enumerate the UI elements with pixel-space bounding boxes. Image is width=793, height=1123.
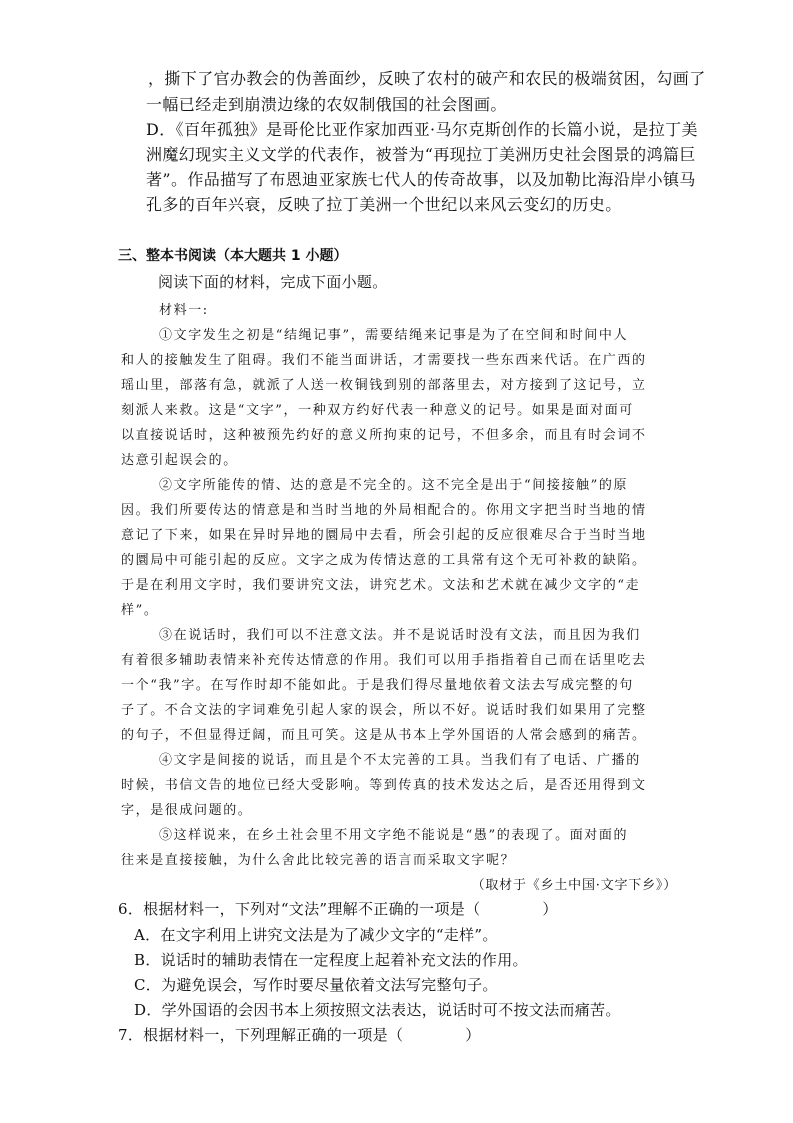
- passage-line: 和人的接触发生了阻碍。我们不能当面讲话，才需要找一些东西来代话。在广西的: [121, 353, 647, 368]
- passage-line: ③在说话时，我们可以不注意文法。并不是说话时没有文法，而且因为我们: [159, 628, 641, 643]
- section-instruction: 阅读下面的材料，完成下面小题。: [158, 273, 388, 291]
- passage-line: 字，是很成问题的。: [121, 803, 253, 818]
- question-7-text: 7．根据材料一，下列理解正确的一项是（: [118, 1026, 404, 1044]
- passage-line: ②文字所能传的情、达的意是不完全的。这不完全是出于“间接接触”的原: [159, 478, 629, 493]
- passage-line: 一个“我”字。在写作时却不能如此。于是我们得尽量地依着文法去写成完整的句: [121, 678, 634, 693]
- option-c-continuation-line-2: 一幅已经走到崩溃边缘的农奴制俄国的社会图画。: [146, 95, 507, 114]
- option-c-continuation-line-1: ，撕下了官办教会的伪善面纱，反映了农村的破产和农民的极端贫困，勾画了: [148, 69, 706, 88]
- passage-line: 有着很多辅助表情来补充传达情意的作用。我们可以用手指指着自己而在话里吃去: [121, 653, 647, 668]
- passage-line: ④文字是间接的说话，而且是个不太完善的工具。当我们有了电话、广播的: [159, 753, 641, 768]
- option-d-line-4: 孔多的百年兴衰，反映了拉丁美洲一个世纪以来风云变幻的历史。: [146, 195, 622, 214]
- option-d-line-3: 著”。作品描写了布恩迪亚家族七代人的传奇故事，以及加勒比海沿岸小镇马: [146, 170, 696, 189]
- question-6-option-b: B．说话时的辅助表情在一定程度上起着补充文法的作用。: [134, 951, 528, 969]
- passage-line: 因。我们所要传达的情意是和当时当地的外局相配合的。你用文字把当时当地的情: [121, 503, 647, 518]
- passage-line: 意记了下来，如果在异时异地的圜局中去看，所会引起的反应很难尽合于当时当地: [121, 528, 647, 543]
- passage-line: 样”。: [121, 603, 159, 618]
- question-7-stem: [118, 1024, 481, 1045]
- passage-line: ⑤这样说来，在乡土社会里不用文字绝不能说是“愚”的表现了。面对面的: [159, 828, 629, 843]
- passage-line: ①文字发生之初是“结绳记事”，需要结绳来记事是为了在空间和时间中人: [159, 328, 629, 343]
- passage-line: 以直接说话时，这种被预先约好的意义所拘束的记号，不但多余，而且有时会词不: [121, 428, 647, 443]
- passage-line: 的圜局中可能引起的反应。文字之成为传情达意的工具常有这个无可补救的缺陷。: [121, 553, 647, 568]
- passage-line: 刻派人来救。这是“文字”，一种双方约好代表一种意义的记号。如果是面对面可: [121, 403, 634, 418]
- question-6-option-c: C．为避免误会，写作时要尽量依着文法写完整句子。: [134, 976, 498, 994]
- passage-line: 时候，书信文告的地位已经大受影响。等到传真的技术发达之后，是否还用得到文: [121, 778, 647, 793]
- question-6-close: ）: [542, 900, 558, 918]
- passage-line: 子了。不合文法的字词难免引起人家的误会，所以不好。说话时我们如果用了完整: [121, 703, 647, 718]
- passage-line: 瑶山里，部落有急，就派了人送一枚铜钱到别的部落里去，对方接到了这记号，立: [121, 378, 647, 393]
- question-6-option-d: D．学外国语的会因书本上须按照文法表达，说话时可不按文法而痛苦。: [134, 1001, 621, 1019]
- question-6-option-a: A．在文字利用上讲究文法是为了减少文字的“走样”。: [134, 926, 498, 944]
- question-6-stem: [118, 898, 558, 919]
- option-d-line-1: D．《百年孤独》是哥伦比亚作家加西亚·马尔克斯创作的长篇小说，是拉丁美: [146, 120, 698, 139]
- passage-source: （取材于《乡土中国·文字下乡》）: [471, 878, 677, 893]
- question-7-close: ）: [465, 1026, 481, 1044]
- section-heading: 三、整本书阅读（本大题共 1 小题）: [118, 248, 348, 264]
- passage-line: 达意引起误会的。: [121, 453, 238, 468]
- passage-line: 的句子，不但显得迂阔，而且可笑。这是从书本上学外国语的人常会感到的痛苦。: [121, 728, 647, 743]
- passage-line: 于是在利用文字时，我们要讲究文法，讲究艺术。文法和艺术就在减少文字的“走: [121, 578, 641, 593]
- option-d-line-2: 洲魔幻现实主义文学的代表作，被誉为“再现拉丁美洲历史社会图景的鸿篇巨: [146, 145, 696, 164]
- question-6-text: 6．根据材料一，下列对“文法”理解不正确的一项是（: [118, 900, 481, 918]
- passage-line: 往来是直接接触，为什么舍此比较完善的语言而采取文字呢？: [121, 853, 516, 868]
- material-label: 材料一:: [159, 303, 209, 318]
